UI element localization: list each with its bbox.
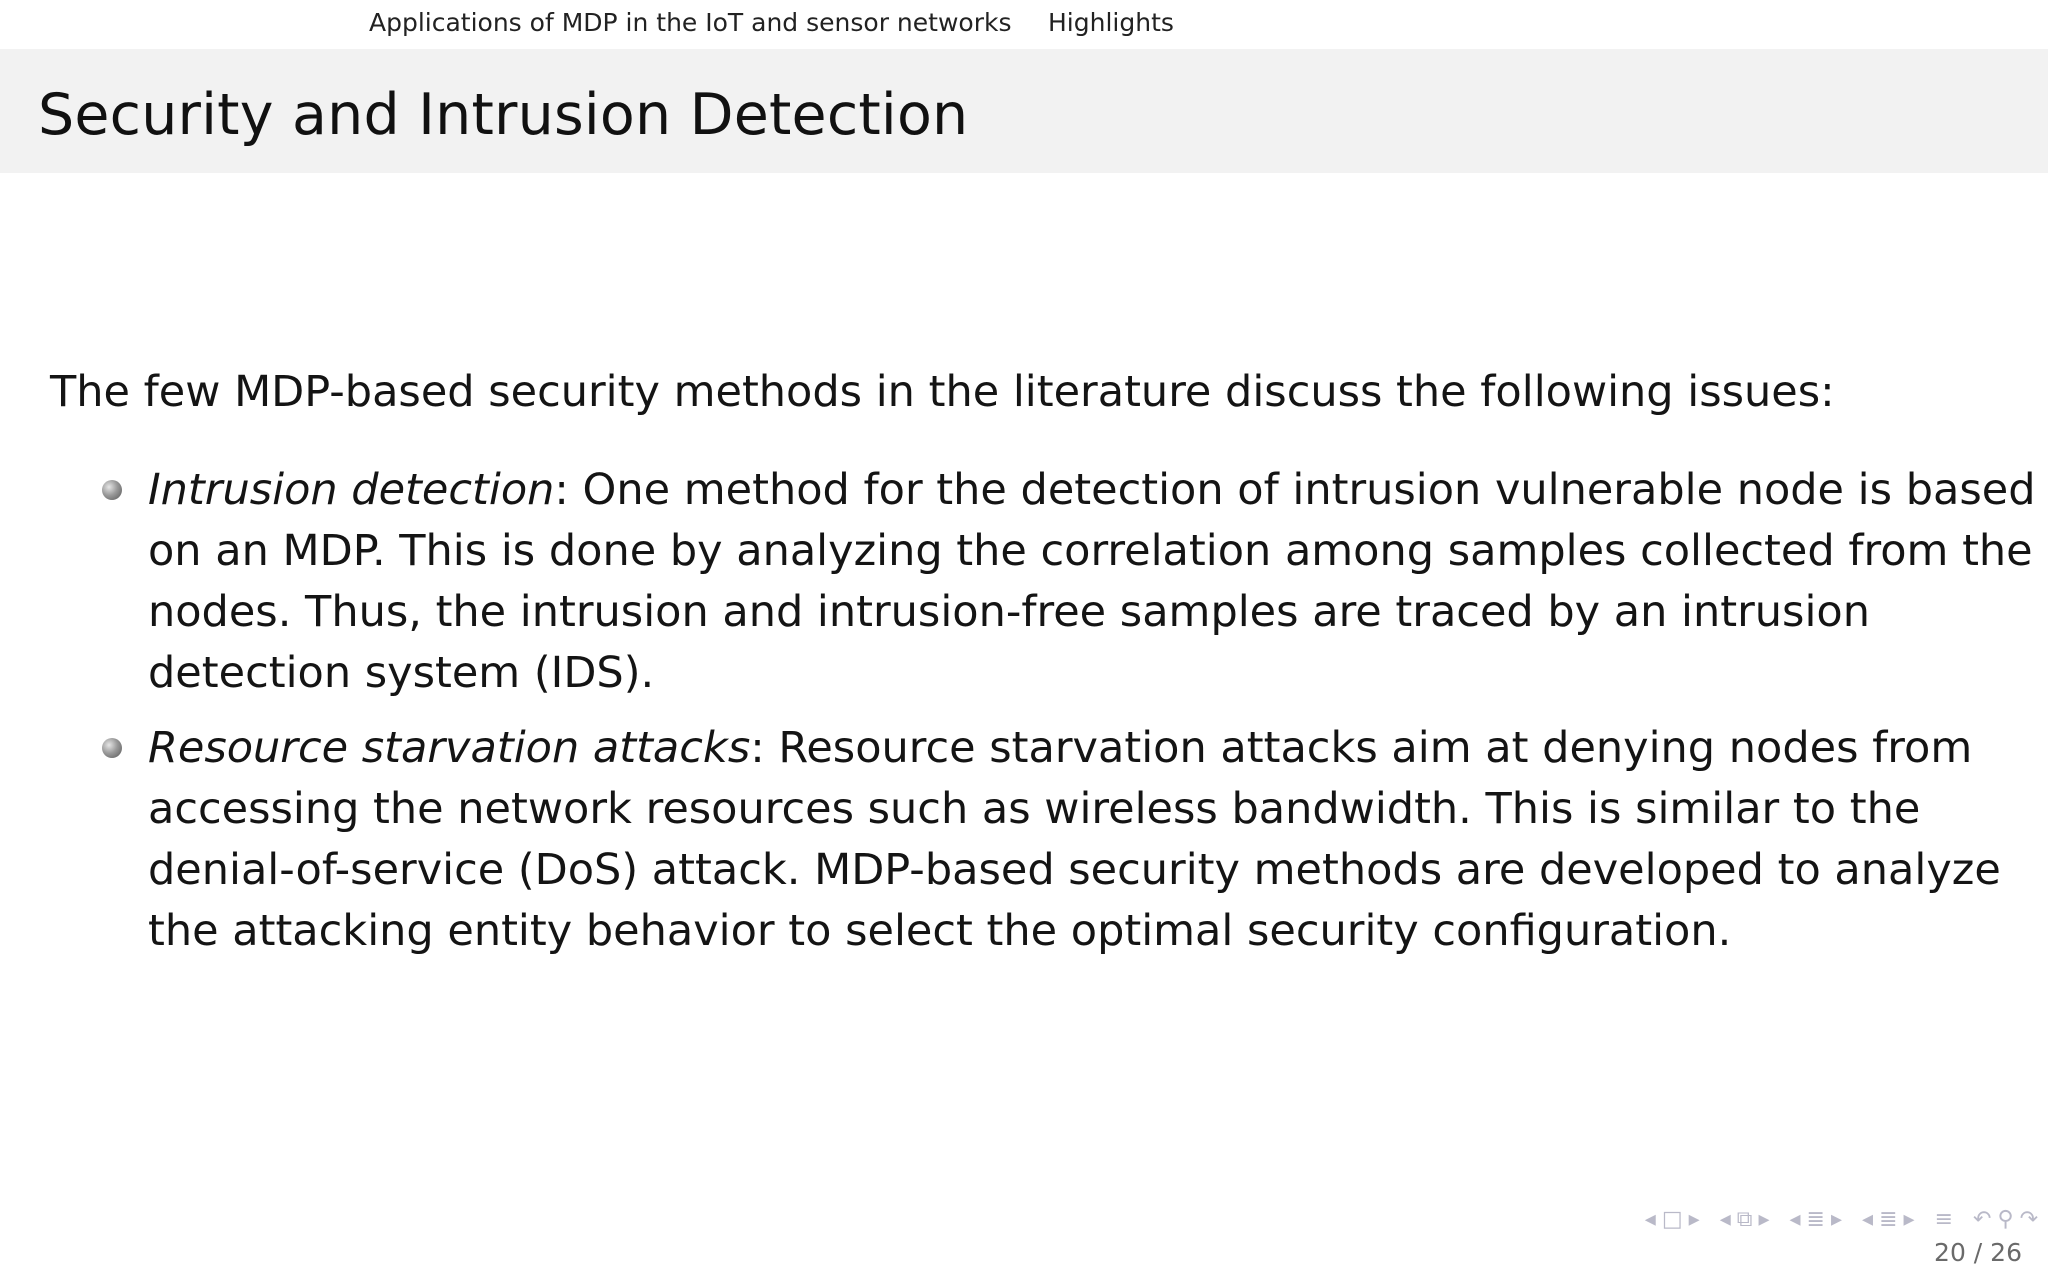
frame-back-icon[interactable]: ◂: [1644, 1206, 1656, 1232]
frame-title-bar: [0, 49, 2048, 173]
bullet-item: [50, 718, 2048, 962]
bullet-text: : One method for the detection of intrusion vulnerable node is based on an MDP. This is done by analyzing the correlation among samples collected from the nodes. Thus, the intrusion and intrusion-free samples are traced by an intrusion detection system (IDS).: [148, 465, 2036, 698]
appendix-icon[interactable]: ≡: [1934, 1206, 1953, 1232]
page-number: 20 / 26: [1934, 1238, 2022, 1267]
undo-icon[interactable]: ↶: [1973, 1206, 1992, 1232]
beamer-navigation-bar: [1468, 1202, 2038, 1236]
document-forward-icon[interactable]: ▸: [1903, 1206, 1915, 1232]
header-section-link[interactable]: Applications of MDP in the IoT and sensor networks: [369, 8, 1012, 37]
bullet-item: [50, 460, 2048, 704]
slide-title: Security and Intrusion Detection: [38, 82, 969, 148]
header-navigation: [0, 0, 2048, 48]
frame-forward-icon[interactable]: ▸: [1688, 1206, 1700, 1232]
redo-icon[interactable]: ↷: [2019, 1206, 2038, 1232]
section-back-icon[interactable]: ◂: [1789, 1206, 1801, 1232]
slide-content: [50, 362, 2036, 976]
header-subsection-link[interactable]: Highlights: [1048, 8, 1174, 37]
section-forward-icon[interactable]: ▸: [1830, 1206, 1843, 1232]
bullet-term: Resource starvation attacks: [148, 723, 751, 773]
subsection-back-icon[interactable]: ◂: [1719, 1206, 1731, 1232]
document-back-icon[interactable]: ◂: [1862, 1206, 1874, 1232]
intro-text: The few MDP-based security methods in the literature discuss the following issues:: [50, 367, 1835, 417]
bullet-text: : Resource starvation attacks aim at denying nodes from accessing the network resources such as wireless bandwidth. This is similar to the denial-of-service (DoS) attack. MDP-based security methods are developed to analyze the attacking entity behavior to select the optimal security configuration.: [148, 723, 2001, 956]
bullet-term: Intrusion detection: [148, 465, 555, 515]
bullet-icon: [102, 480, 122, 500]
section-icon[interactable]: ≣: [1806, 1206, 1825, 1232]
subsection-forward-icon[interactable]: ▸: [1758, 1206, 1770, 1232]
subsection-icon[interactable]: ⧉: [1736, 1206, 1753, 1232]
bullet-icon: [102, 738, 122, 758]
search-icon[interactable]: ⚲: [1997, 1206, 2014, 1232]
document-icon[interactable]: ≣: [1879, 1206, 1898, 1232]
bullet-list: [50, 460, 2036, 962]
frame-icon[interactable]: □: [1661, 1206, 1683, 1232]
